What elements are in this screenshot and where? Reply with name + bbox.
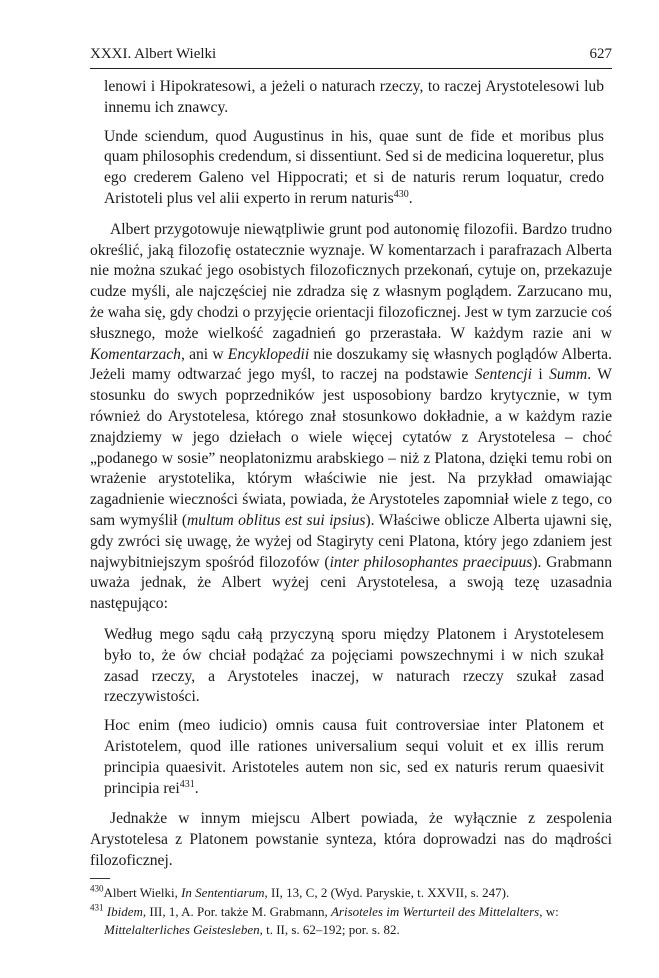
italic-encyklopedii: Encyklopedii	[227, 345, 310, 363]
footnote-431: $^{431}$ Ibidem, III, 1, A. Por. także M. Grabmann, Arisoteles im Werturteil des Mittelalters, w: Mittelalterliches Geistesleben, t. II, s. 62–192; por. s. 82.	[90, 902, 559, 937]
italic-summ: Summ	[549, 366, 588, 384]
main-text	[90, 77, 612, 872]
chapter-title: XXXI. Albert Wielki	[90, 46, 217, 62]
paragraph-autonomy: Albert przygotowuje niewątpliwie grunt pod autonomię filozofii. Bardzo trudno określić, jaką filozofię ostatecznie wyznaje. W komentarzach i parafrazach Alberta nie można szukać jego osobistych filozoficznych przekonań, cytuje on, przekazuje cudze myśli, ale najczęściej nie zdradza się z własnym poglądem. Zarzucano mu, że waha się, gdy chodzi o przyjęcie orientacji filozoficznej. Jest w tym zarzucie coś słusznego, może wielkość zagadnień go przerastała. W każdym razie ani w Komentarzach, ani w Encyklopedii nie doszukamy się własnych poglądów Alberta. Jeżeli mamy odtwarzać jego myśl, to raczej na podstawie Sentencji i Summ. W stosunku do swych poprzedników jest usposobiony bardzo krytycznie, w tym również do Arystotelesa, którego znał stosunkowo dokładnie, a w każdym razie znajdziemy w jego dziełach o wiele więcej cytatów z Arystotelesa – choć „podanego w sosie” neoplatonizmu arabskiego – niż z Platona, dzięki temu robi on wrażenie arystotelika, którym właściwie nie jest. Na przykład omawiając zagadnienie wieczności świata, powiada, że Arystoteles zapomniał wiele z tego, co sam wymyślił (multum oblitus est sui ipsius). Właściwe oblicze Alberta ujawni się, gdy zwróci się uwagę, że wyżej od Stagiryty ceni Platona, który jego zdaniem jest najwybitniejszym spośród filozofów (inter philosophantes praecipuus). Grabmann uważa jednak, że Albert wyżej ceni Arystotelesa, a swoją tezę uzasadnia następująco:	[90, 220, 613, 613]
footnote-rule	[90, 878, 110, 879]
header-rule	[90, 68, 612, 69]
footnote-ref-431[interactable]: 431	[179, 778, 195, 790]
italic-latin-phrase-2: inter philosophantes praecipuus	[329, 553, 533, 571]
latin-quote-2: Hoc enim (meo iudicio) omnis causa fuit controversiae inter Platonem et Aristotelem, quod ille rationes universalium sequi voluit et ex illis rerum principia quaesivit. Aristoteles autem non sic, sed ex naturis rerum quaesivit principia rei$^{431}$.	[104, 717, 604, 797]
paragraph-synthesis: Jednakże w innym miejscu Albert powiada, że wyłącznie z zespolenia Arystotelesa z Platonem powstanie synteza, która doprowadzi nas do mądrości filozoficznej.	[90, 810, 612, 869]
footnote-ref-430[interactable]: 430	[393, 188, 409, 200]
latin-quote-1: Unde sciendum, quod Augustinus in his, quae sunt de fide et moribus plus quam philosophis credendum, si dissentiunt. Sed si de medicina loqueretur, plus ego crederem Galeno vel Hippocrati; et si de naturis rerum loquatur, credo Aristoteli plus vel alii experto in rerum naturis$^{430}$.	[104, 127, 604, 207]
quote-continuation: lenowi i Hipokratesowi, a jeżeli o naturach rzeczy, to raczej Arystotelesowi lub innemu ich znawcy.	[104, 78, 604, 116]
italic-latin-phrase-1: multum oblitus est sui ipsius	[187, 511, 366, 529]
running-header	[90, 44, 612, 68]
italic-komentarzach: Komentarzach	[90, 345, 181, 363]
page-number: 627	[589, 46, 612, 62]
footnote-430: $^{430}$Albert Wielki, In Sententiarum, II, 13, C, 2 (Wyd. Paryskie, t. XXVII, s. 247).	[90, 883, 510, 900]
footnotes	[90, 884, 612, 940]
polish-quote: Według mego sądu całą przyczyną sporu między Platonem i Arystotelesem było to, że ów chciał podążać za pojęciami powszechnymi i w nich szukał zasad rzeczy, a Arystoteles inaczej, w naturach rzeczy szukał zasad rzeczywistości.	[104, 625, 604, 706]
italic-sentencji: Sentencji	[474, 366, 532, 384]
